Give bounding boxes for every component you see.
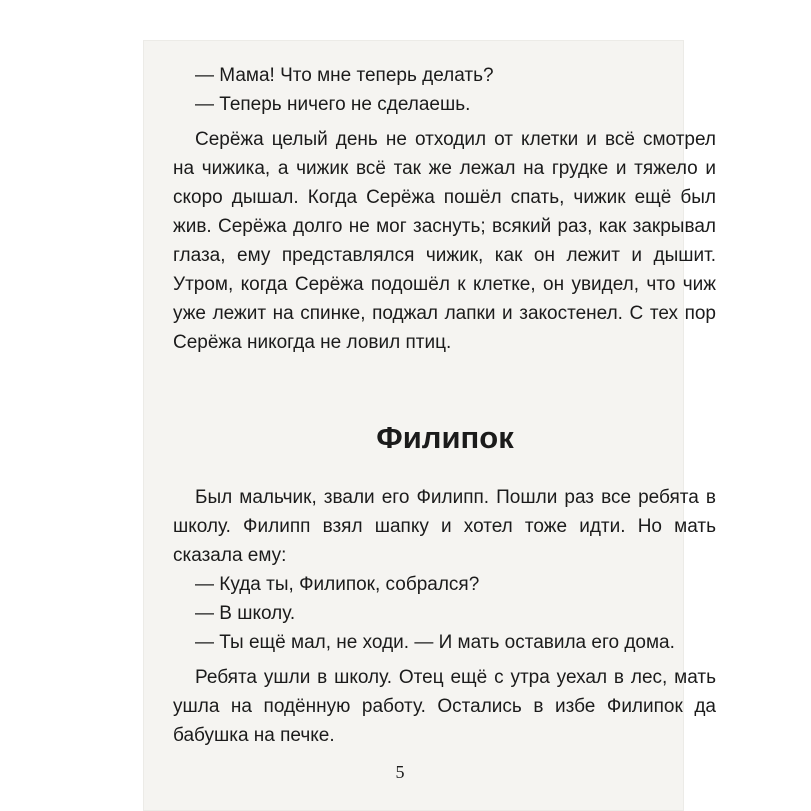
- paragraph: Был мальчик, звали его Филипп. Пошли раз все ребята в школу. Филипп взял шапку и хотел тоже идти. Но мать сказала ему:: [173, 487, 716, 566]
- story-two-text: [173, 483, 716, 750]
- dialogue-line: — Мама! Что мне теперь делать?: [195, 65, 494, 86]
- dialogue-line: — Теперь ничего не сделаешь.: [195, 94, 471, 115]
- page-number: 5: [395, 762, 405, 782]
- paragraph: Ребята ушли в школу. Отец ещё с утра уехал в лес, мать ушла на подённую работу. Остались в избе Филипок да бабушка на печке.: [173, 667, 716, 746]
- dialogue-line: — В школу.: [195, 603, 296, 624]
- story-title: Филипок: [376, 420, 514, 455]
- story-one-text: [173, 61, 716, 357]
- dialogue-line: — Ты ещё мал, не ходи. — И мать оставила его дома.: [195, 632, 675, 653]
- dialogue-line: — Куда ты, Филипок, собрался?: [195, 574, 480, 595]
- paragraph: Серёжа целый день не отходил от клетки и всё смотрел на чижика, а чижик всё так же лежал на грудке и тяжело и скоро дышал. Когда Серёжа пошёл спать, чижик ещё был жив. Серёжа долго не мог заснуть; всякий раз, как закрывал глаза, ему представлялся чижик, как он лежит и дышит. Утром, когда Серёжа подошёл к клетке, он увидел, что чиж уже лежит на спинке, поджал лапки и закостенел. С тех пор Серёжа никогда не ловил птиц.: [173, 129, 716, 353]
